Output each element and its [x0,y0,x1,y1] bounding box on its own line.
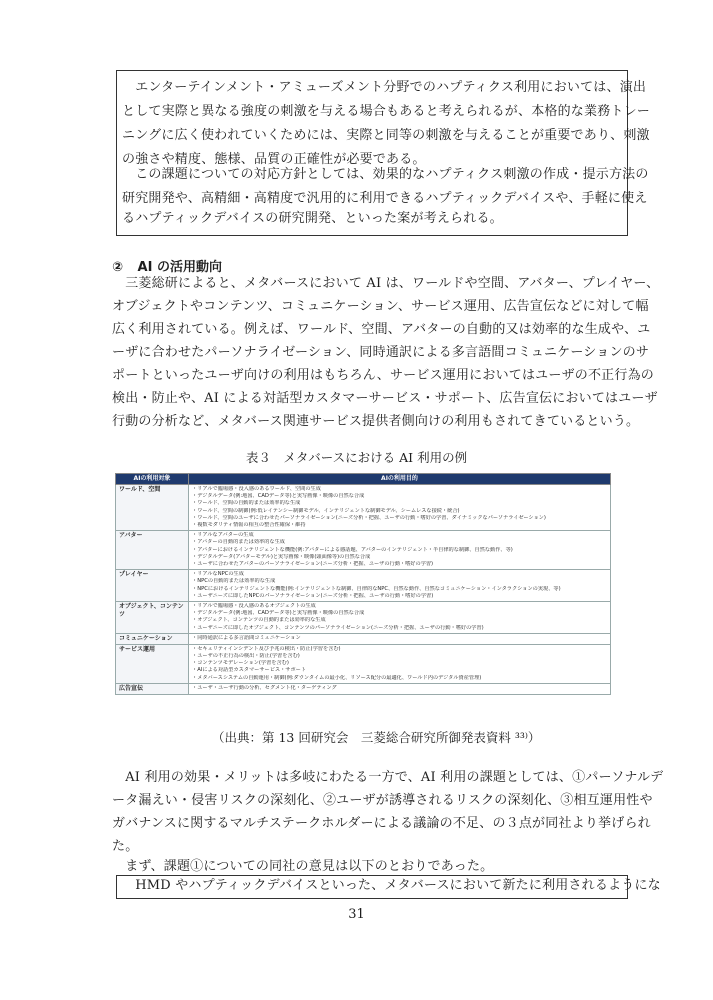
row-items [189,570,611,602]
row-item: ・リアルで臨場感・没入感のあるオブジェクトの生成 [192,603,316,610]
table-row [116,633,611,644]
row-item: ・ユーザに合わせたアバターのパーソナライゼーション(ニーズ分析・把握、ユーザの行動・嗜好の学習) [192,561,434,568]
note-box-line: るハプティックデバイスの研究開発、といった案が考えられる。 [122,211,503,226]
body-line: ーザに合わせたパーソナライゼーション、同時通訳による多言語間コミュニケーションのサ [112,345,650,360]
row-item: ・ユーザニーズに即したNPCのパーソナライゼーション(ニーズ分析・把握、ユーザの行動・嗜好の学習) [192,592,434,599]
row-category: プレイヤー [116,570,189,602]
body-line: ータ漏えい・侵害リスクの深刻化、②ユーザが誘導されるリスクの深刻化、③相互運用性や [112,793,653,808]
row-item: ・セキュリティインシデント及び予兆の検出・防止(学習を含む) [192,645,341,652]
row-category: 広告宣伝 [116,683,189,694]
body-line: 行動の分析など、メタバース関連サービス提供者側向けの利用もされてきているという。 [112,414,640,429]
note-box-line: として実際と異なる強度の刺激を与える場合もあると考えられるが、本格的な業務トレー [122,104,651,119]
note-box-line: の強さや精度、態様、品質の正確性が必要である。 [122,152,426,167]
row-items [189,602,611,634]
row-items [189,644,611,683]
row-items [189,683,611,694]
row-item: ・デジタルデータ(アバターモデル)と実写画像・映像(頭面像等)の自然な合成 [192,553,371,560]
body-line: ガバナンスに関するマルチステークホルダーによる議論の不足、の３点が同社より挙げられ [112,816,651,831]
row-item: ・ユーザ・ユーザ行動の分析、セグメント化・ターゲティング [192,684,337,691]
body-line: 検出・防止や、AI による対話型カスタマーサービス・サポート、広告宣伝においてはユーザ [112,391,658,406]
row-item: ・リアルなNPCの生成 [192,571,244,578]
section-title: AI の活用動向 [137,260,222,275]
row-category: オブジェクト、コンテンツ [116,602,189,634]
page-number: 31 [348,907,365,922]
row-category: ワールド、空間 [116,485,189,531]
table-caption: 表３ メタバースにおける AI 利用の例 [245,450,468,465]
table-source: （出典：第 13 回研究会 三菱総合研究所御発表資料 ³³⁾） [212,730,541,745]
row-items [189,531,611,570]
table-row [116,602,611,634]
table-row [116,485,611,531]
row-item: ・NPCの自動的または効率的な生成 [192,578,276,585]
body-line: 三菱総研によると、メタバースにおいて AI は、ワールドや空間、アバター、プレイヤー、 [112,276,660,291]
row-item: ・アバターにおけるインテリジェントな機能(例:アバターによる感話題、アバターのインテリジェント・半自律的な制御、自然な動作、等) [192,546,513,553]
row-item: ・NPCにおけるインテリジェントな機能(例:インテリジェントな制御、自律的なNPC、自然な動作、自然なコミュニケーション・インタラクションの実現、等) [192,585,561,592]
row-item: ・AIによる対話型カスタマーサービス・サポート [192,667,307,674]
row-item: ・デジタルデータ(例:地図、CADデータ等)と実写画像・映像の自然な合成 [192,610,365,617]
table-header-row [116,474,611,485]
row-item: ・ユーザニーズに即したオブジェクト、コンテンツのパーソナライゼーション(ニーズ分析・把握、ユーザの行動・嗜好の学習) [192,624,484,631]
row-category: アバター [116,531,189,570]
row-item: ・ワールド、空間の自動的または効率的な生成 [192,500,301,507]
header-target: AIの利用対象 [116,474,189,485]
row-item: ・同時通訳による多言語間コミュニケーション [192,634,301,641]
table-row [116,531,611,570]
row-item: ・ワールド、空間のユーザに合わせたパーソナライゼーション(ニーズ分析・把握、ユーザの行動・嗜好の学習、ダイナミックなパーソナライゼーション) [192,514,546,521]
body-line: 広く利用されている。例えば、ワールド、空間、アバターの自動的又は効率的な生成や、ユ [112,322,651,337]
table-row [116,570,611,602]
row-item: ・複数モダリティ情報の相互の整合性確保・維持 [192,522,306,529]
body-line: まず、課題①についての同社の意見は以下のとおりであった。 [112,859,494,874]
row-category: サービス運用 [116,644,189,683]
row-item: ・コンテンツモデレーション(学習を含む) [192,660,289,667]
row-item: ・ワールド、空間の制御(例:低レイテンシー制御モデル、インテリジェントな制御モデル、シームレスな接続・統合) [192,507,460,514]
row-item: ・メタバースシステムの自動運用・制御(例:ダウンタイムの最小化、リソース配分の最適化、ワールド内のデジタル資産管理) [192,674,482,681]
table-row [116,683,611,694]
row-item: ・アバターの自動的または効率的な生成 [192,539,285,546]
note-box-line: ニングに広く使われていくためには、実際と同等の刺激を与えることが重要であり、刺激 [122,128,650,143]
row-item: ・リアルで臨場感・没入感のあるワールド、空間の生成 [192,486,321,492]
note-box-line: エンターテインメント・アミューズメント分野でのハプティクス利用においては、演出 [122,80,647,95]
row-item: ・ユーザの不正行為の検出・防止(学習を含む) [192,653,300,660]
body-line: AI 利用の効果・メリットは多岐にわたる一方で、AI 利用の課題としては、①パーソナルデ [112,770,664,785]
note-box-line: 研究開発や、高精細・高精度で汎用的に利用できるハプティックデバイスや、手軽に使え [122,191,648,206]
row-category: コミュニケーション [116,633,189,644]
section-number: ② [112,260,124,275]
row-items [189,485,611,531]
body-line: オブジェクトやコンテンツ、コミュニケーション、サービス運用、広告宣伝などに対して幅 [112,299,649,314]
row-items [189,633,611,644]
body-line: た。 [112,839,139,854]
row-item: ・デジタルデータ(例:地図、CADデータ等)と実写画像・映像の自然な合成 [192,493,365,500]
row-item: ・オブジェクト、コンテンツの自動的または効率的な生成 [192,617,326,624]
table-row [116,644,611,683]
header-purpose: AIの利用目的 [189,474,611,485]
ai-usage-table [115,473,611,695]
row-item: ・リアルなアバターの生成 [192,532,254,539]
body-line: ポートといったユーザ向けの利用はもちろん、サービス運用においてはユーザの不正行為の [112,368,654,383]
note-box-line: この課題についての対応方針としては、効果的なハプティクス刺激の作成・提示方法の [122,167,649,182]
quote-box-line: HMD やハプティックデバイスといった、メタバースにおいて新たに利用されるようにな [122,878,661,893]
